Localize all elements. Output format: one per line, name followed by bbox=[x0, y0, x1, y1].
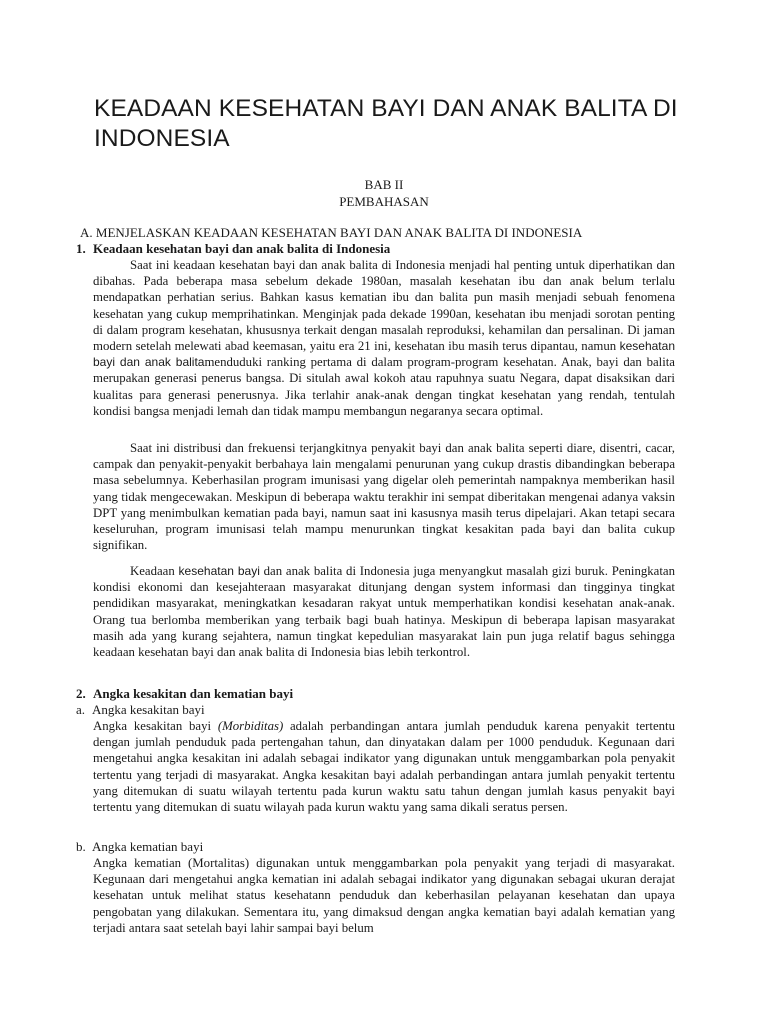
item-1-paragraph-3 bbox=[93, 563, 675, 660]
chapter-number: BAB II bbox=[364, 177, 404, 192]
item-1-paragraph-3-end: dan anak balita di Indonesia juga menyangkut masalah gizi buruk. Peningkatan kondisi ekonomi dan kesejahteraan masyarakat ditunjang dengan system informasi dan tingginya tingkat pendidikan masyarakat, meningkatkan kesadaran rakyat untuk memperhatikan kondisi kesehatan anak-anak. Orang tua berlomba memberikan yang terbaik bagi buah hatinya. Meskipun di beberapa lapisan masyarakat masih ada yang kurang sejahtera, namun tingkat kepedulian masyarakat lain pun juga relatif bagus sehingga keadaan kesehatan bayi dan anak balita di Indonesia bias lebih terkontrol. bbox=[93, 564, 675, 660]
item-1-paragraph-1-end: menduduki ranking pertama di dalam program-program kesehatan. Anak, bayi dan balita merupakan generasi penerus bangsa. Di situlah awal kokoh atau rapuhnya suatu Negara, dapat disaksikan dari kualitas para generasi penerusnya. Jika terlahir anak-anak dengan tingkat kesehatan yang rendah, tentulah kondisi bangsa menjadi lemah dan tidak mampu membangun negaranya secara optimal. bbox=[93, 355, 675, 418]
item-2b-heading-text: Angka kematian bayi bbox=[92, 839, 204, 854]
item-2a-paragraph-end: adalah perbandingan antara jumlah penduduk karena penyakit tertentu dengan jumlah penduduk pada pertengahan tahun, dan dinyatakan dalam per 1000 penduduk. Kegunaan dari mengetahui angka kesakitan ini adalah sebagai indikator yang digunakan untuk menggambarkan pola penyakit tertentu yang terjadi di masyarakat. Angka kesakitan bayi adalah perbandingan antara jumlah penyakit tertentu yang ditemukan di suatu wilayah tertentu pada kurun waktu satu tahun dengan jumlah kasus penyakit bayi tertentu yang ditemukan di suatu wilayah pada kurun waktu yang sama dikali seratus persen. bbox=[93, 719, 675, 815]
item-1-paragraph-1-highlight: kesehatan bayi dan anak balita bbox=[93, 339, 675, 370]
item-2a-heading bbox=[76, 702, 205, 718]
item-2a-paragraph bbox=[93, 718, 675, 815]
item-2a-paragraph-italic: (Morbiditas) bbox=[217, 719, 284, 733]
item-2-number: 2. bbox=[76, 686, 86, 701]
item-2-heading-text: Angka kesakitan dan kematian bayi bbox=[93, 686, 294, 701]
item-1-paragraph-3-start: Keadaan bbox=[130, 564, 179, 578]
item-1-heading-text: Keadaan kesehatan bayi dan anak balita di Indonesia bbox=[93, 241, 391, 256]
item-1-paragraph-1-start: Saat ini keadaan kesehatan bayi dan anak balita di Indonesia menjadi hal penting untuk diperhatikan dan dibahas. Pada beberapa masa sebelum dekade 1980an, masalah kesehatan ibu dan anak belum terlalu mendapatkan perhatian serius. Bahkan kasus kematian ibu dan balita pun masih menjadi sebuah fenomena kesehatan yang cukup memprihatinkan. Menginjak pada dekade 1990an, kesehatan ibu menjadi sorotan penting di dalam program kesehatan, khususnya terkait dengan masalah reproduksi, kehamilan dan persalinan. Di jaman modern setelah melewati abad keemasan, yaitu era 21 ini, kesehatan ibu masih terus dipantau, namun bbox=[93, 258, 675, 354]
item-2b-paragraph: Angka kematian (Mortalitas) digunakan untuk menggambarkan pola penyakit yang terjadi di masyarakat. Kegunaan dari mengetahui angka kematian ini adalah sebagai indikator yang digunakan sebagai ukuran derajat kesehatan untuk melihat status kesehatann penduduk dan keberhasilan pelayanan kesehatan dan upaya pengobatan yang dilakukan. Sementara itu, yang dimaksud dengan angka kematian bayi adalah kematian yang terjadi antara saat setelah bayi lahir sampai bayi belum bbox=[93, 856, 675, 935]
item-2a-label: a. bbox=[76, 702, 86, 717]
item-1-heading bbox=[76, 241, 390, 257]
item-2b-heading bbox=[76, 839, 203, 855]
item-2a-heading-text: Angka kesakitan bayi bbox=[92, 702, 205, 717]
section-a-heading: A. MENJELASKAN KEADAAN KESEHATAN BAYI DAN ANAK BALITA DI INDONESIA bbox=[80, 225, 583, 240]
item-2a-paragraph-start: Angka kesakitan bayi bbox=[93, 719, 218, 733]
document-title: KEADAAN KESEHATAN BAYI DAN ANAK BALITA DI INDONESIA bbox=[94, 95, 678, 152]
item-1-number: 1. bbox=[76, 241, 86, 256]
item-1-paragraph-2: Saat ini distribusi dan frekuensi terjangkitnya penyakit bayi dan anak balita seperti diare, disentri, cacar, campak dan penyakit-penyakit berbahaya lain mengalami penurunan yang cukup drastis dibandingkan beberapa masa sebelumnya. Keberhasilan program imunisasi yang digelar oleh pemerintah nampaknya memberikan hasil yang tidak mengecewakan. Meskipun di beberapa waktu terakhir ini sempat diberitakan mengenai adanya vaksin DPT yang menimbulkan kematian pada bayi, namun saat ini kasusnya masih terus dipelajari. Akan tetapi secara keseluruhan, program imunisasi telah mampu menurunkan tingkat kesakitan pada bayi dan balita cukup signifikan. bbox=[93, 441, 675, 553]
item-2b-label: b. bbox=[76, 839, 86, 854]
chapter-title: PEMBAHASAN bbox=[339, 194, 429, 209]
item-1-paragraph-3-highlight: kesehatan bayi bbox=[178, 564, 260, 578]
item-2-heading bbox=[76, 686, 293, 702]
item-1-paragraph-1 bbox=[93, 257, 675, 419]
